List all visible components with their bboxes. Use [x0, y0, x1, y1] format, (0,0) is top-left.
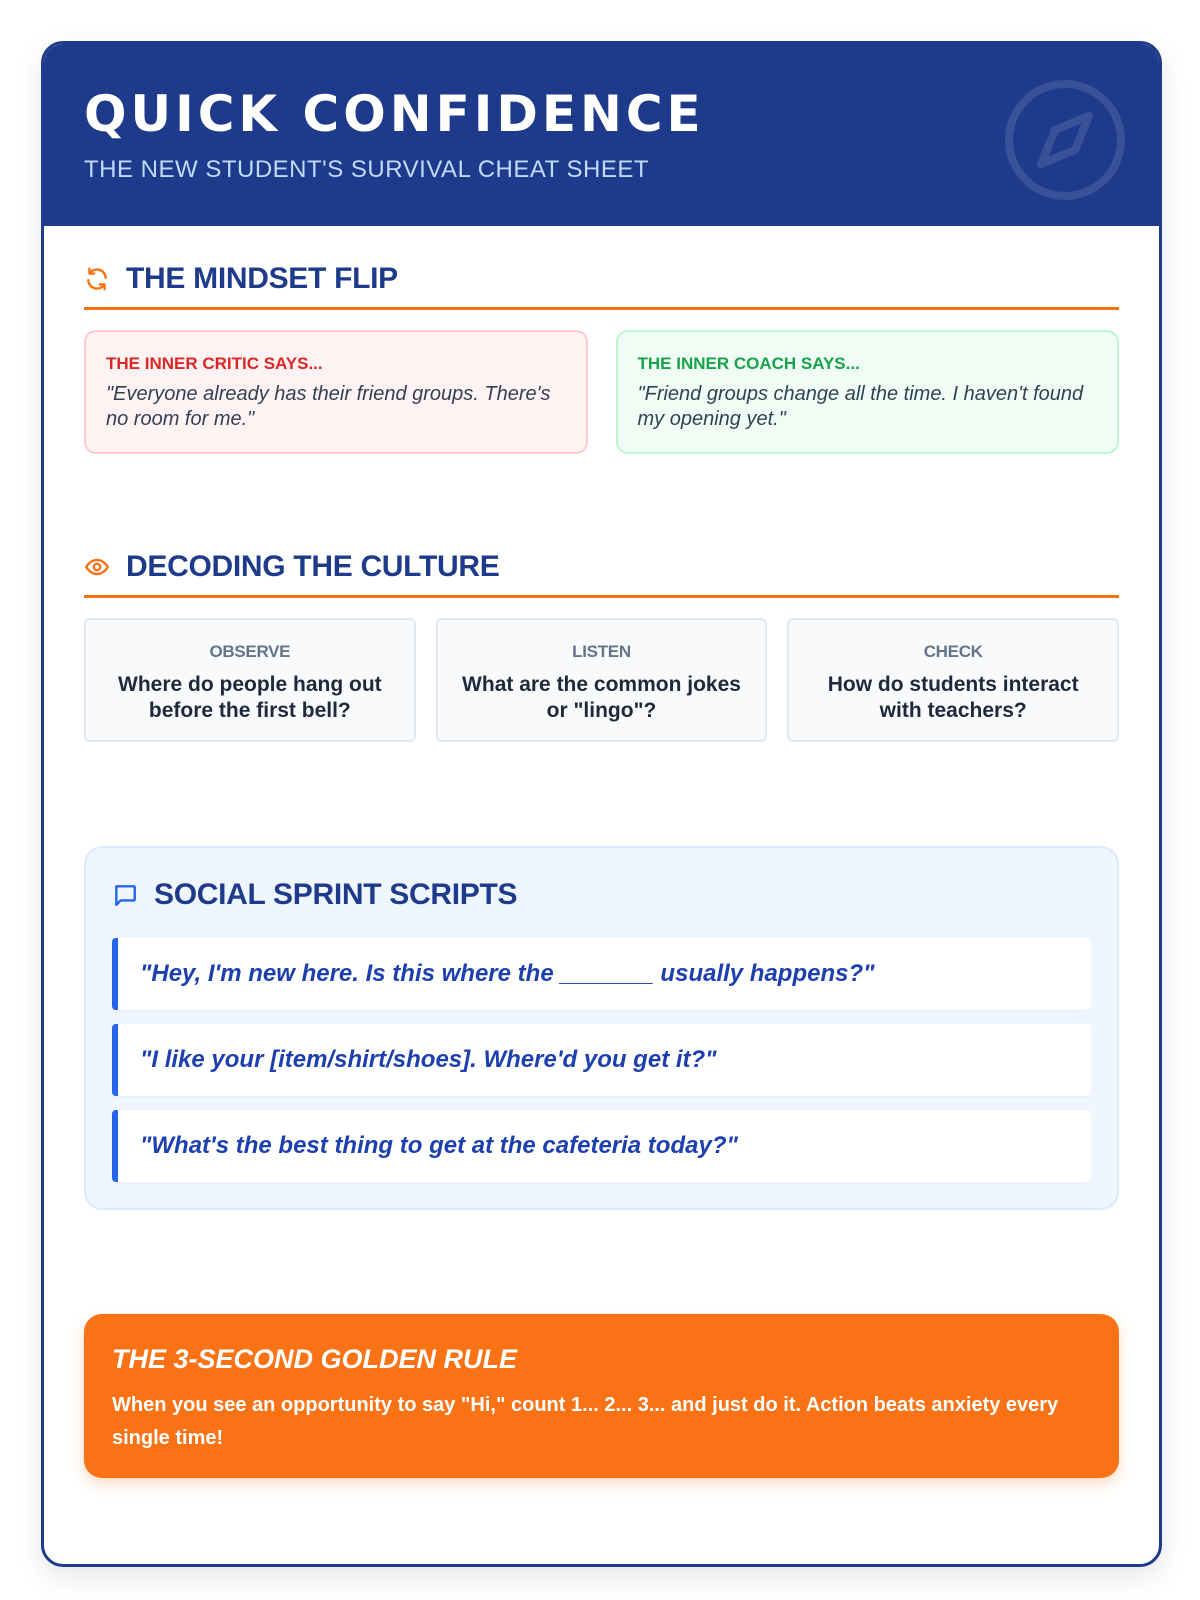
- scripts-header: [112, 878, 1091, 912]
- culture-card-label: OBSERVE: [209, 642, 291, 661]
- cheat-sheet-card: [41, 41, 1162, 1567]
- inner-critic-box: [84, 330, 588, 454]
- script-item: "Hey, I'm new here. Is this where the _______ usually happens?": [112, 938, 1091, 1010]
- inner-critic-label: THE INNER CRITIC SAYS...: [106, 354, 323, 373]
- script-item: "What's the best thing to get at the cafeteria today?": [112, 1110, 1091, 1182]
- inner-coach-box: [616, 330, 1120, 454]
- compass-icon: [1003, 78, 1127, 202]
- culture-title: DECODING THE CULTURE: [126, 549, 500, 583]
- culture-card-observe: [84, 618, 416, 742]
- eye-icon: [84, 553, 112, 581]
- culture-header: [84, 538, 1119, 598]
- golden-rule-title: THE 3-SECOND GOLDEN RULE: [112, 1344, 518, 1374]
- refresh-icon: [84, 265, 112, 293]
- culture-card-listen: [436, 618, 768, 742]
- page-title: QUICK CONFIDENCE: [84, 85, 705, 143]
- mindset-title: THE MINDSET FLIP: [126, 261, 398, 295]
- mindset-header: [84, 250, 1119, 310]
- culture-section: [84, 538, 1119, 742]
- inner-coach-quote: "Friend groups change all the time. I haven't found my opening yet.": [637, 383, 1084, 430]
- culture-cards: [84, 618, 1119, 742]
- mindset-comparison: [84, 330, 1119, 454]
- golden-rule-callout: [84, 1314, 1119, 1478]
- content-area: [44, 250, 1159, 1478]
- culture-card-question: What are the common jokes or "lingo"?: [462, 673, 741, 722]
- inner-critic-quote: "Everyone already has their friend groups. There's no room for me.": [106, 383, 551, 430]
- culture-card-question: Where do people hang out before the first bell?: [118, 673, 382, 722]
- culture-card-check: [787, 618, 1119, 742]
- page-subtitle: THE NEW STUDENT'S SURVIVAL CHEAT SHEET: [84, 156, 649, 183]
- scripts-section: [84, 846, 1119, 1210]
- culture-card-label: LISTEN: [572, 642, 631, 661]
- mindset-section: [84, 250, 1119, 454]
- culture-card-question: How do students interact with teachers?: [827, 673, 1079, 722]
- chat-bubble-icon: [112, 881, 140, 909]
- header-banner: [44, 44, 1159, 226]
- inner-coach-label: THE INNER COACH SAYS...: [637, 354, 860, 373]
- script-item: "I like your [item/shirt/shoes]. Where'd you get it?": [112, 1024, 1091, 1096]
- golden-rule-text: When you see an opportunity to say "Hi," count 1... 2... 3... and just do it. Action beats anxiety every single time!: [112, 1394, 1059, 1449]
- culture-card-label: CHECK: [923, 642, 983, 661]
- scripts-title: SOCIAL SPRINT SCRIPTS: [154, 878, 518, 911]
